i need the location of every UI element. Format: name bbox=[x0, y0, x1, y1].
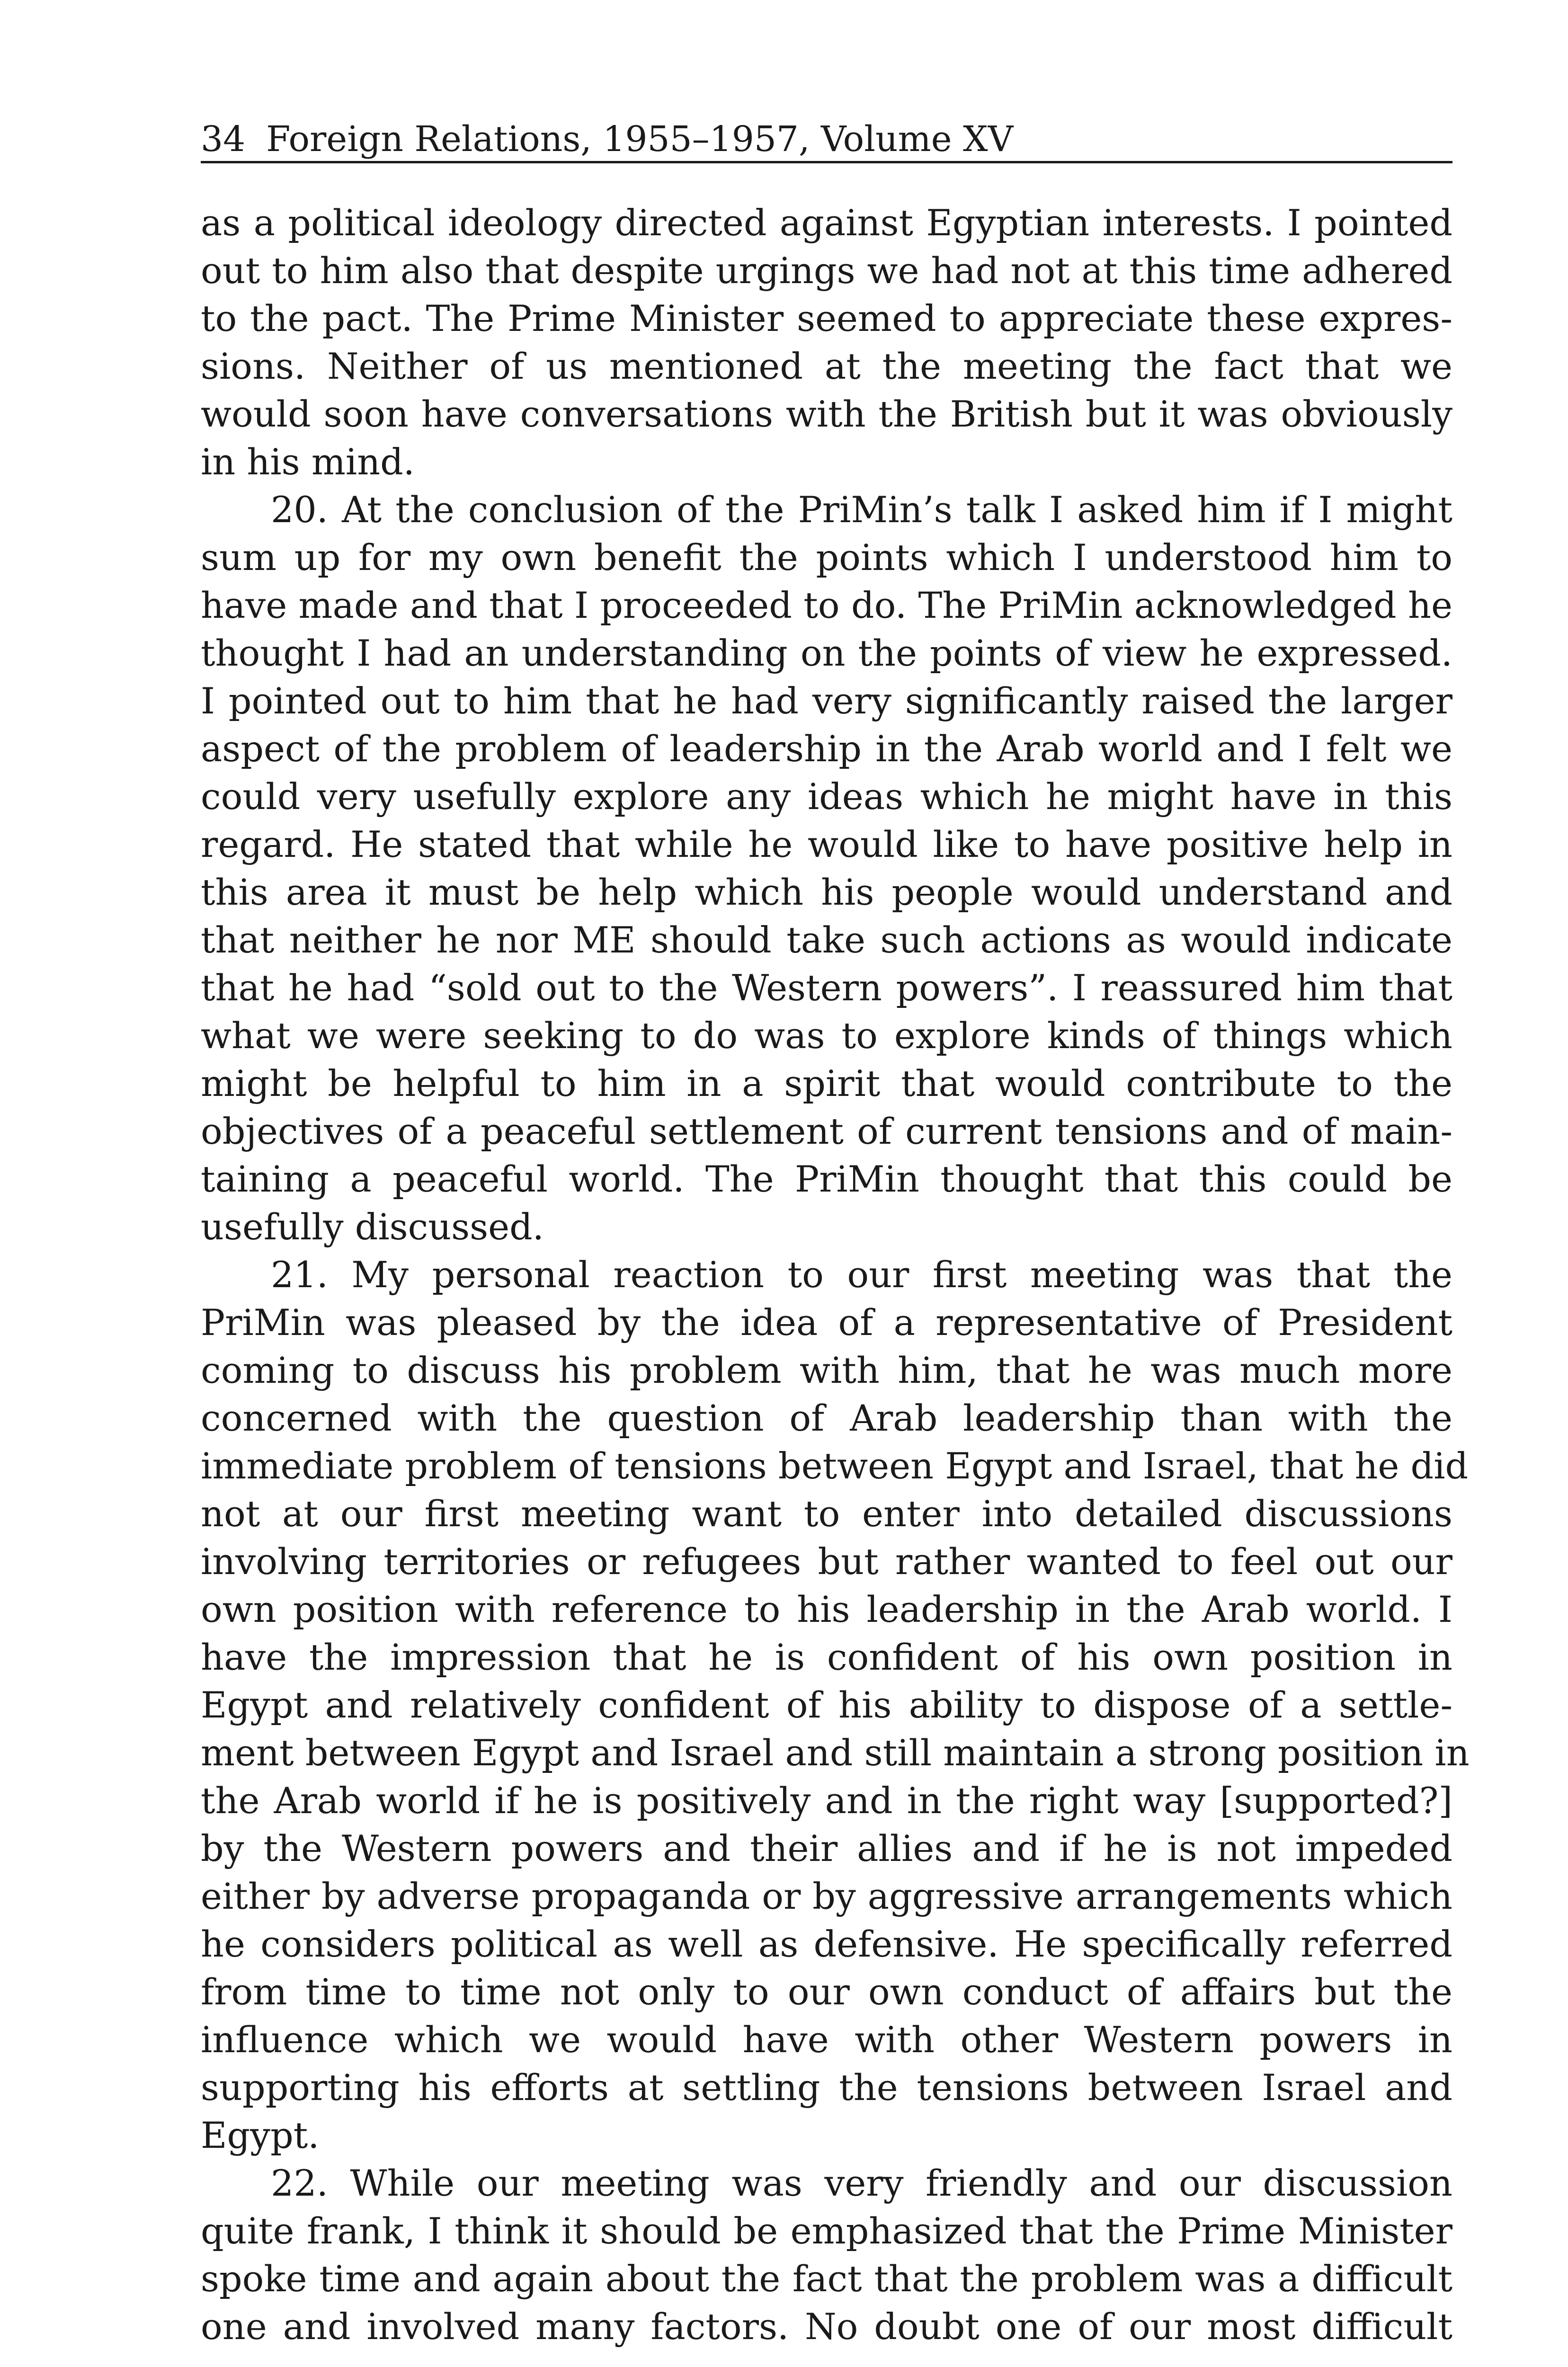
text-line: have made and that I proceeded to do. The PriMin acknowledged he bbox=[201, 584, 1452, 626]
page-number: 34 bbox=[201, 119, 246, 160]
text-line: in his mind. bbox=[201, 441, 415, 483]
text-line: own position with reference to his leadership in the Arab world. I bbox=[201, 1588, 1452, 1630]
text-line: influence which we would have with other Western powers in bbox=[201, 2019, 1452, 2061]
text-line: immediate problem of tensions between Egypt and Israel, that he did bbox=[201, 1445, 1469, 1487]
text-line: not at our first meeting want to enter into detailed discussions bbox=[201, 1493, 1452, 1535]
text-line: regard. He stated that while he would like to have positive help in bbox=[201, 823, 1452, 865]
text-line: would soon have conversations with the British but it was obviously bbox=[201, 393, 1452, 435]
text-line: objectives of a peaceful settlement of current tensions and of main- bbox=[201, 1110, 1452, 1152]
text-line: coming to discuss his problem with him, that he was much more bbox=[201, 1349, 1452, 1391]
text-line: that neither he nor ME should take such actions as would indicate bbox=[201, 919, 1452, 961]
text-line: thought I had an understanding on the points of view he expressed. bbox=[201, 632, 1452, 674]
text-line: one and involved many factors. No doubt one of our most difficult bbox=[201, 2305, 1452, 2348]
text-line: by the Western powers and their allies and if he is not impeded bbox=[201, 1827, 1452, 1869]
text-line: either by adverse propaganda or by aggressive arrangements which bbox=[201, 1875, 1452, 1917]
text-line: taining a peaceful world. The PriMin thought that this could be bbox=[201, 1158, 1452, 1200]
text-line: sions. Neither of us mentioned at the meeting the fact that we bbox=[201, 345, 1452, 387]
text-line: aspect of the problem of leadership in the Arab world and I felt we bbox=[201, 728, 1452, 770]
running-head bbox=[201, 117, 1452, 163]
text-line: to the pact. The Prime Minister seemed to appreciate these expres- bbox=[201, 297, 1452, 339]
text-line: he considers political as well as defensive. He specifically referred bbox=[201, 1923, 1452, 1965]
text-line: PriMin was pleased by the idea of a representative of President bbox=[201, 1301, 1452, 1344]
text-line: concerned with the question of Arab leadership than with the bbox=[201, 1397, 1452, 1439]
text-line: what we were seeking to do was to explore kinds of things which bbox=[201, 1014, 1452, 1057]
body-text bbox=[201, 199, 1470, 2350]
text-line: I pointed out to him that he had very significantly raised the larger bbox=[201, 680, 1452, 722]
text-line: 21. My personal reaction to our first meeting was that the bbox=[271, 1254, 1452, 1296]
text-line: might be helpful to him in a spirit that would contribute to the bbox=[201, 1062, 1452, 1104]
text-line: supporting his efforts at settling the tensions between Israel and bbox=[201, 2066, 1452, 2109]
text-line: from time to time not only to our own conduct of affairs but the bbox=[201, 1971, 1452, 2013]
running-head-title: Foreign Relations, 1955–1957, Volume XV bbox=[266, 119, 1014, 160]
text-line: quite frank, I think it should be emphasized that the Prime Minister bbox=[201, 2210, 1452, 2252]
text-line: Egypt. bbox=[201, 2114, 320, 2156]
text-line: this area it must be help which his people would understand and bbox=[201, 871, 1452, 913]
text-line: have the impression that he is confident of his own position in bbox=[201, 1636, 1452, 1678]
text-line: that he had “sold out to the Western powers”. I reassured him that bbox=[201, 967, 1452, 1009]
text-line: as a political ideology directed against Egyptian interests. I pointed bbox=[201, 202, 1452, 244]
text-line: ment between Egypt and Israel and still maintain a strong position in bbox=[201, 1732, 1470, 1774]
text-line: usefully discussed. bbox=[201, 1206, 544, 1248]
text-line: the Arab world if he is positively and in the right way [supported?] bbox=[201, 1780, 1452, 1822]
text-line: spoke time and again about the fact that the problem was a difficult bbox=[201, 2258, 1452, 2300]
text-line: sum up for my own benefit the points which I understood him to bbox=[201, 536, 1452, 578]
text-line: 20. At the conclusion of the PriMin’s talk I asked him if I might bbox=[271, 489, 1452, 531]
text-line: 22. While our meeting was very friendly and our discussion bbox=[271, 2162, 1452, 2204]
text-line: involving territories or refugees but rather wanted to feel out our bbox=[201, 1540, 1452, 1583]
text-line: out to him also that despite urgings we had not at this time adhered bbox=[201, 249, 1452, 292]
text-line: Egypt and relatively confident of his ability to dispose of a settle- bbox=[201, 1684, 1452, 1726]
text-line: could very usefully explore any ideas which he might have in this bbox=[201, 775, 1452, 818]
